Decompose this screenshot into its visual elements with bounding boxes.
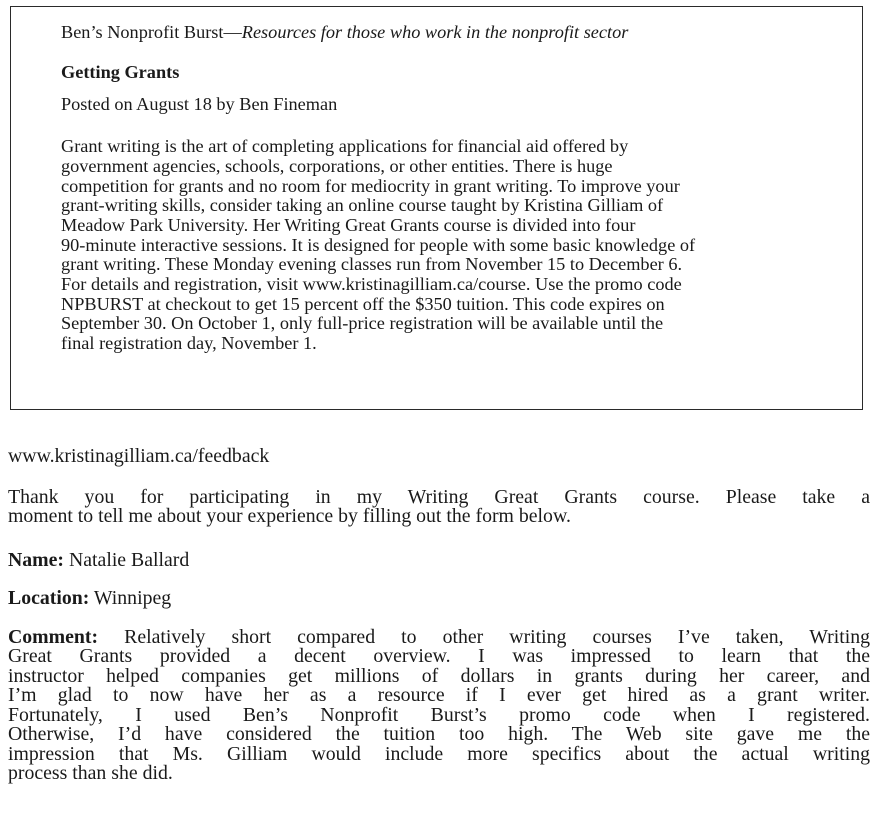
blog-header bbox=[61, 23, 814, 43]
comment-line: I’m glad to now have her as a resource if I ever get hired as a grant writer. bbox=[8, 684, 870, 706]
location-field bbox=[8, 589, 870, 609]
post-body-line: Grant writing is the art of completing applications for financial aid offered by bbox=[61, 136, 629, 157]
post-body-line: NPBURST at checkout to get 15 percent off the $350 tuition. This code expires on bbox=[61, 293, 665, 314]
location-label: Location: bbox=[8, 587, 90, 609]
feedback-intro-line: moment to tell me about your experience by filling out the form below. bbox=[8, 505, 571, 527]
comment-line: Fortunately, I used Ben’s Nonprofit Burst’s promo code when I registered. bbox=[8, 703, 870, 726]
post-body-line: competition for grants and no room for mediocrity in grant writing. To improve your bbox=[61, 175, 680, 196]
post-body-line: September 30. On October 1, only full-price registration will be available until the bbox=[61, 313, 664, 334]
post-body bbox=[61, 137, 814, 354]
blog-post-box bbox=[10, 6, 863, 410]
post-body-line: For details and registration, visit www.kristinagilliam.ca/course. Use the promo code bbox=[61, 274, 682, 295]
comment-text: Relatively short compared to other writing courses I’ve taken, Writing bbox=[98, 625, 870, 648]
blog-name: Ben’s Nonprofit Burst— bbox=[61, 22, 242, 42]
comment-line: impression that Ms. Gilliam would include more specifics about the actual writing bbox=[8, 742, 870, 765]
comment-line: Otherwise, I’d have considered the tuition too high. The Web site gave me the bbox=[8, 723, 870, 745]
feedback-intro-line: Thank you for participating in my Writing Great Grants course. Please take a bbox=[8, 485, 870, 508]
name-value: Natalie Ballard bbox=[64, 548, 190, 571]
post-title: Getting Grants bbox=[61, 61, 180, 82]
comment-label: Comment: bbox=[8, 625, 99, 648]
feedback-url: www.kristinagilliam.ca/feedback bbox=[8, 445, 270, 467]
post-body-line: grant-writing skills, consider taking an online course taught by Kristina Gilliam of bbox=[61, 195, 664, 216]
comment-field bbox=[8, 625, 870, 784]
comment-line: Great Grants provided a decent overview. I was impressed to learn that the bbox=[8, 645, 870, 667]
blog-tagline: Resources for those who work in the nonprofit sector bbox=[241, 22, 629, 42]
name-field bbox=[8, 548, 870, 571]
feedback-page bbox=[8, 447, 870, 784]
comment-line: process than she did. bbox=[8, 762, 173, 784]
post-body-line: final registration day, November 1. bbox=[61, 333, 317, 354]
post-byline: Posted on August 18 by Ben Fineman bbox=[61, 94, 338, 115]
location-value: Winnipeg bbox=[89, 587, 172, 609]
feedback-intro bbox=[8, 485, 870, 527]
post-body-line: grant writing. These Monday evening classes run from November 15 to December 6. bbox=[61, 254, 683, 275]
name-label: Name: bbox=[8, 548, 65, 571]
post-body-line: Meadow Park University. Her Writing Great Grants course is divided into four bbox=[61, 214, 636, 235]
post-body-line: government agencies, schools, corporations, or other entities. There is huge bbox=[61, 155, 613, 176]
comment-line: instructor helped companies get millions of dollars in grants during her career, and bbox=[8, 664, 870, 687]
post-body-line: 90-minute interactive sessions. It is designed for people with some basic knowledge of bbox=[61, 234, 696, 255]
